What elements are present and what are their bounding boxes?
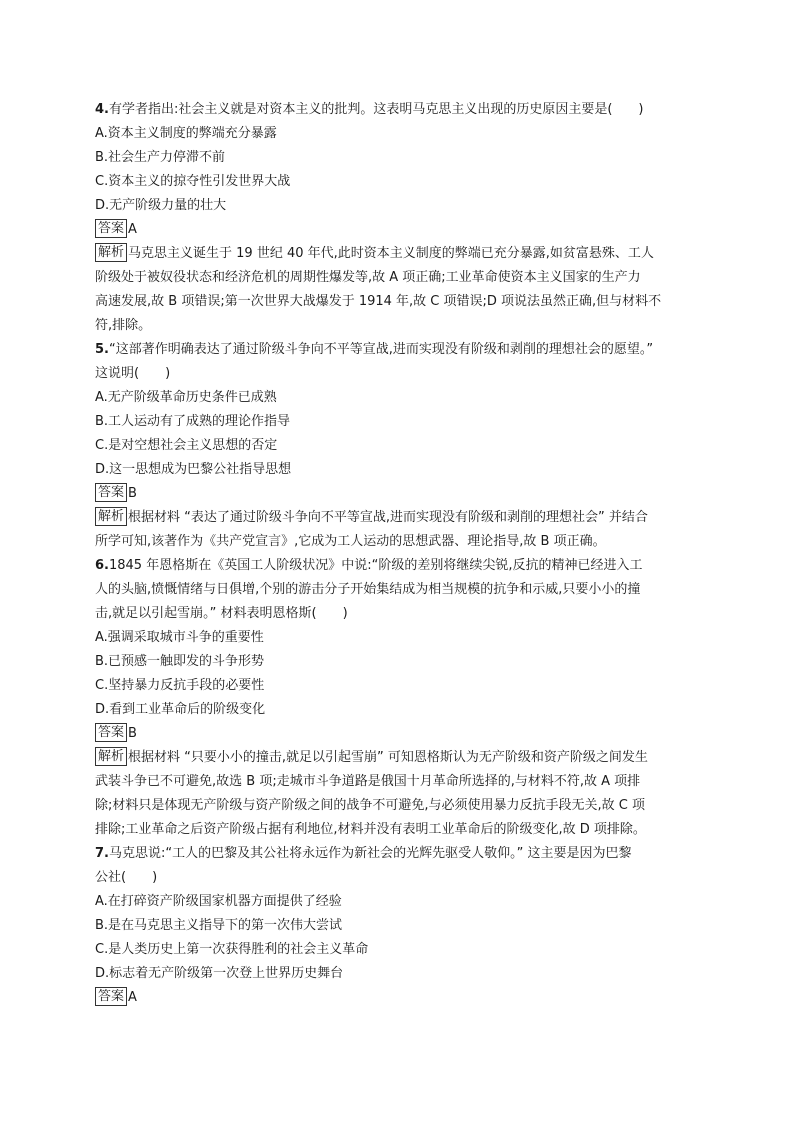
- analysis-label: 解析: [95, 507, 127, 526]
- option-d: D.无产阶级力量的壮大: [95, 198, 227, 213]
- analysis-label: 解析: [95, 747, 127, 766]
- question-stem: “这部著作明确表达了通过阶级斗争向不平等宣战,进而实现没有阶级和剥削的理想社会的愿望。”: [108, 342, 654, 357]
- question-stem: 击,就足以引起雪崩。” 材料表明恩格斯( ): [95, 606, 348, 621]
- option-c: C.资本主义的掠夺性引发世界大战: [95, 174, 291, 189]
- option-b: B.已预感一触即发的斗争形势: [95, 654, 265, 669]
- question-stem: 1845 年恩格斯在《英国工人阶级状况》中说:“阶级的差别将继续尖锐,反抗的精神已经进入工: [108, 558, 643, 573]
- question-5: [95, 338, 695, 554]
- analysis-line: 除;材料只是体现无产阶级与资产阶级之间的战争不可避免,与必须使用暴力反抗手段无关,故 C 项: [95, 798, 645, 813]
- answer-label: 答案: [95, 987, 127, 1006]
- analysis-line: 符,排除。: [95, 318, 152, 333]
- answer-value: B: [128, 486, 137, 501]
- answer-row: [95, 722, 695, 746]
- option-d: D.这一思想成为巴黎公社指导思想: [95, 462, 292, 477]
- question-stem: 有学者指出:社会主义就是对资本主义的批判。这表明马克思主义出现的历史原因主要是( ): [108, 102, 644, 117]
- option-c: C.坚持暴力反抗手段的必要性: [95, 678, 265, 693]
- question-number: 7.: [95, 846, 109, 861]
- answer-row: [95, 482, 695, 506]
- analysis-line: 解析 马克思主义诞生于 19 世纪 40 年代,此时资本主义制度的弊端已充分暴露,如贫富悬殊、工人: [95, 242, 695, 266]
- question-6: [95, 554, 695, 842]
- analysis-line: 排除;工业革命之后资产阶级占据有利地位,材料并没有表明工业革命后的阶级变化,故 D 项排除。: [95, 822, 646, 837]
- analysis-line: 武装斗争已不可避免,故选 B 项;走城市斗争道路是俄国十月革命所选择的,与材料不符,故 A 项排: [95, 774, 641, 789]
- answer-value: A: [128, 222, 137, 237]
- question-7: [95, 842, 695, 1010]
- option-d: D.看到工业革命后的阶级变化: [95, 702, 266, 717]
- answer-label: 答案: [95, 723, 127, 742]
- question-stem: 公社( ): [95, 870, 158, 885]
- question-number: 6.: [95, 558, 109, 573]
- option-a: A.在打碎资产阶级国家机器方面提供了经验: [95, 894, 342, 909]
- analysis-label: 解析: [95, 243, 127, 262]
- option-b: B.是在马克思主义指导下的第一次伟大尝试: [95, 918, 343, 933]
- option-c: C.是对空想社会主义思想的否定: [95, 438, 278, 453]
- option-a: A.资本主义制度的弊端充分暴露: [95, 126, 277, 141]
- answer-value: A: [128, 990, 137, 1005]
- analysis-line: 解析 根据材料 “只要小小的撞击,就足以引起雪崩” 可知恩格斯认为无产阶级和资产阶级之间发生: [95, 746, 695, 770]
- option-d: D.标志着无产阶级第一次登上世界历史舞台: [95, 966, 344, 981]
- document-page: [95, 98, 695, 1010]
- question-4: [95, 98, 695, 338]
- analysis-line: 所学可知,该著作为《共产党宣言》,它成为工人运动的思想武器、理论指导,故 B 项正确。: [95, 534, 606, 549]
- question-stem: 人的头脑,愤慨情绪与日俱增,个别的游击分子开始集结成为相当规模的抗争和示威,只要小小的撞: [95, 582, 641, 597]
- analysis-line: 解析 根据材料 “表达了通过阶级斗争向不平等宣战,进而实现没有阶级和剥削的理想社会” 并结合: [95, 506, 695, 530]
- analysis-line: 阶级处于被奴役状态和经济危机的周期性爆发等,故 A 项正确;工业革命使资本主义国家的生产力: [95, 270, 641, 285]
- answer-label: 答案: [95, 219, 127, 238]
- option-c: C.是人类历史上第一次获得胜利的社会主义革命: [95, 942, 369, 957]
- question-stem: 马克思说:“工人的巴黎及其公社将永远作为新社会的光辉先驱受人敬仰。” 这主要是因为巴黎: [108, 846, 632, 861]
- question-number: 5.: [95, 342, 109, 357]
- question-stem: 这说明( ): [95, 366, 171, 381]
- analysis-line: 高速发展,故 B 项错误;第一次世界大战爆发于 1914 年,故 C 项错误;D 项说法虽然正确,但与材料不: [95, 294, 662, 309]
- answer-row: [95, 218, 695, 242]
- option-b: B.社会生产力停滞不前: [95, 150, 226, 165]
- option-b: B.工人运动有了成熟的理论作指导: [95, 414, 291, 429]
- option-a: A.强调采取城市斗争的重要性: [95, 630, 264, 645]
- answer-label: 答案: [95, 483, 127, 502]
- answer-row: [95, 986, 695, 1010]
- option-a: A.无产阶级革命历史条件已成熟: [95, 390, 277, 405]
- answer-value: B: [128, 726, 137, 741]
- question-number: 4.: [95, 102, 109, 117]
